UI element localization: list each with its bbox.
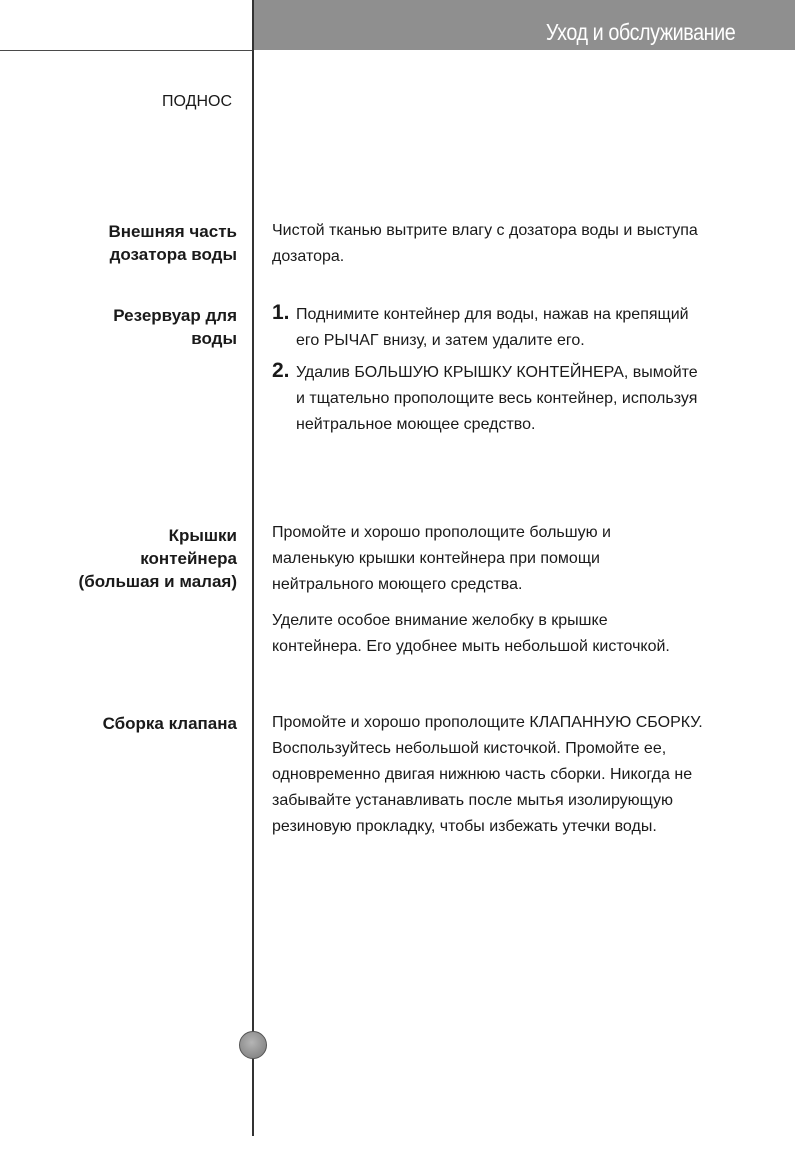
label-line: контейнера bbox=[140, 549, 237, 568]
step-number: 1. bbox=[272, 301, 290, 324]
section-label-tray bbox=[162, 90, 232, 113]
section-text-valve bbox=[272, 710, 750, 840]
label-line: Резервуар для bbox=[113, 306, 237, 325]
page-header-title: Уход и обслуживание bbox=[545, 19, 735, 45]
step-text: Удалив БОЛЬШУЮ КРЫШКУ КОНТЕЙНЕРА, вымойте и тщательно прополощите весь контейнер, используя нейтральное моющее средство. bbox=[296, 364, 698, 433]
label-line: Крышки bbox=[168, 526, 237, 545]
vertical-divider bbox=[252, 0, 254, 1136]
label-line: дозатора воды bbox=[109, 245, 237, 264]
section-label-reservoir bbox=[113, 304, 237, 350]
section-steps-reservoir bbox=[272, 302, 702, 438]
section-label-tray-text: ПОДНОС bbox=[162, 93, 232, 110]
step-number: 2. bbox=[272, 359, 290, 382]
section-label-valve bbox=[103, 712, 237, 735]
section-text-lids bbox=[272, 520, 692, 660]
section-label-lids bbox=[79, 524, 237, 593]
section-text-dispenser bbox=[272, 218, 732, 270]
page-number-dot bbox=[239, 1031, 267, 1059]
section-label-dispenser bbox=[108, 220, 237, 266]
step-item bbox=[272, 302, 702, 354]
paragraph: Промойте и хорошо прополощите КЛАПАННУЮ СБОРКУ. Воспользуйтесь небольшой кисточкой. Промойте ее, одновременно двигая нижнюю часть сборки. Никогда не забывайте устанавливать после мытья изолирующую резиновую прокладку, чтобы избежать утечки воды. bbox=[272, 714, 703, 835]
label-line: воды bbox=[191, 329, 237, 348]
step-text: Поднимите контейнер для воды, нажав на крепящий его РЫЧАГ внизу, и затем удалите его. bbox=[296, 306, 689, 349]
label-line: Внешняя часть bbox=[108, 222, 237, 241]
label-line: (большая и малая) bbox=[78, 572, 237, 591]
header-band bbox=[253, 0, 795, 50]
paragraph: Уделите особое внимание желобку в крышке контейнера. Его удобнее мыть небольшой кисточкой. bbox=[272, 612, 670, 655]
paragraph: Чистой тканью вытрите влагу с дозатора воды и выступа дозатора. bbox=[272, 222, 698, 265]
paragraph: Промойте и хорошо прополощите большую и маленькую крышки контейнера при помощи нейтрального моющего средства. bbox=[272, 524, 611, 593]
top-rule bbox=[0, 50, 253, 51]
step-item bbox=[272, 360, 702, 438]
label-line: Сборка клапана bbox=[102, 714, 237, 733]
